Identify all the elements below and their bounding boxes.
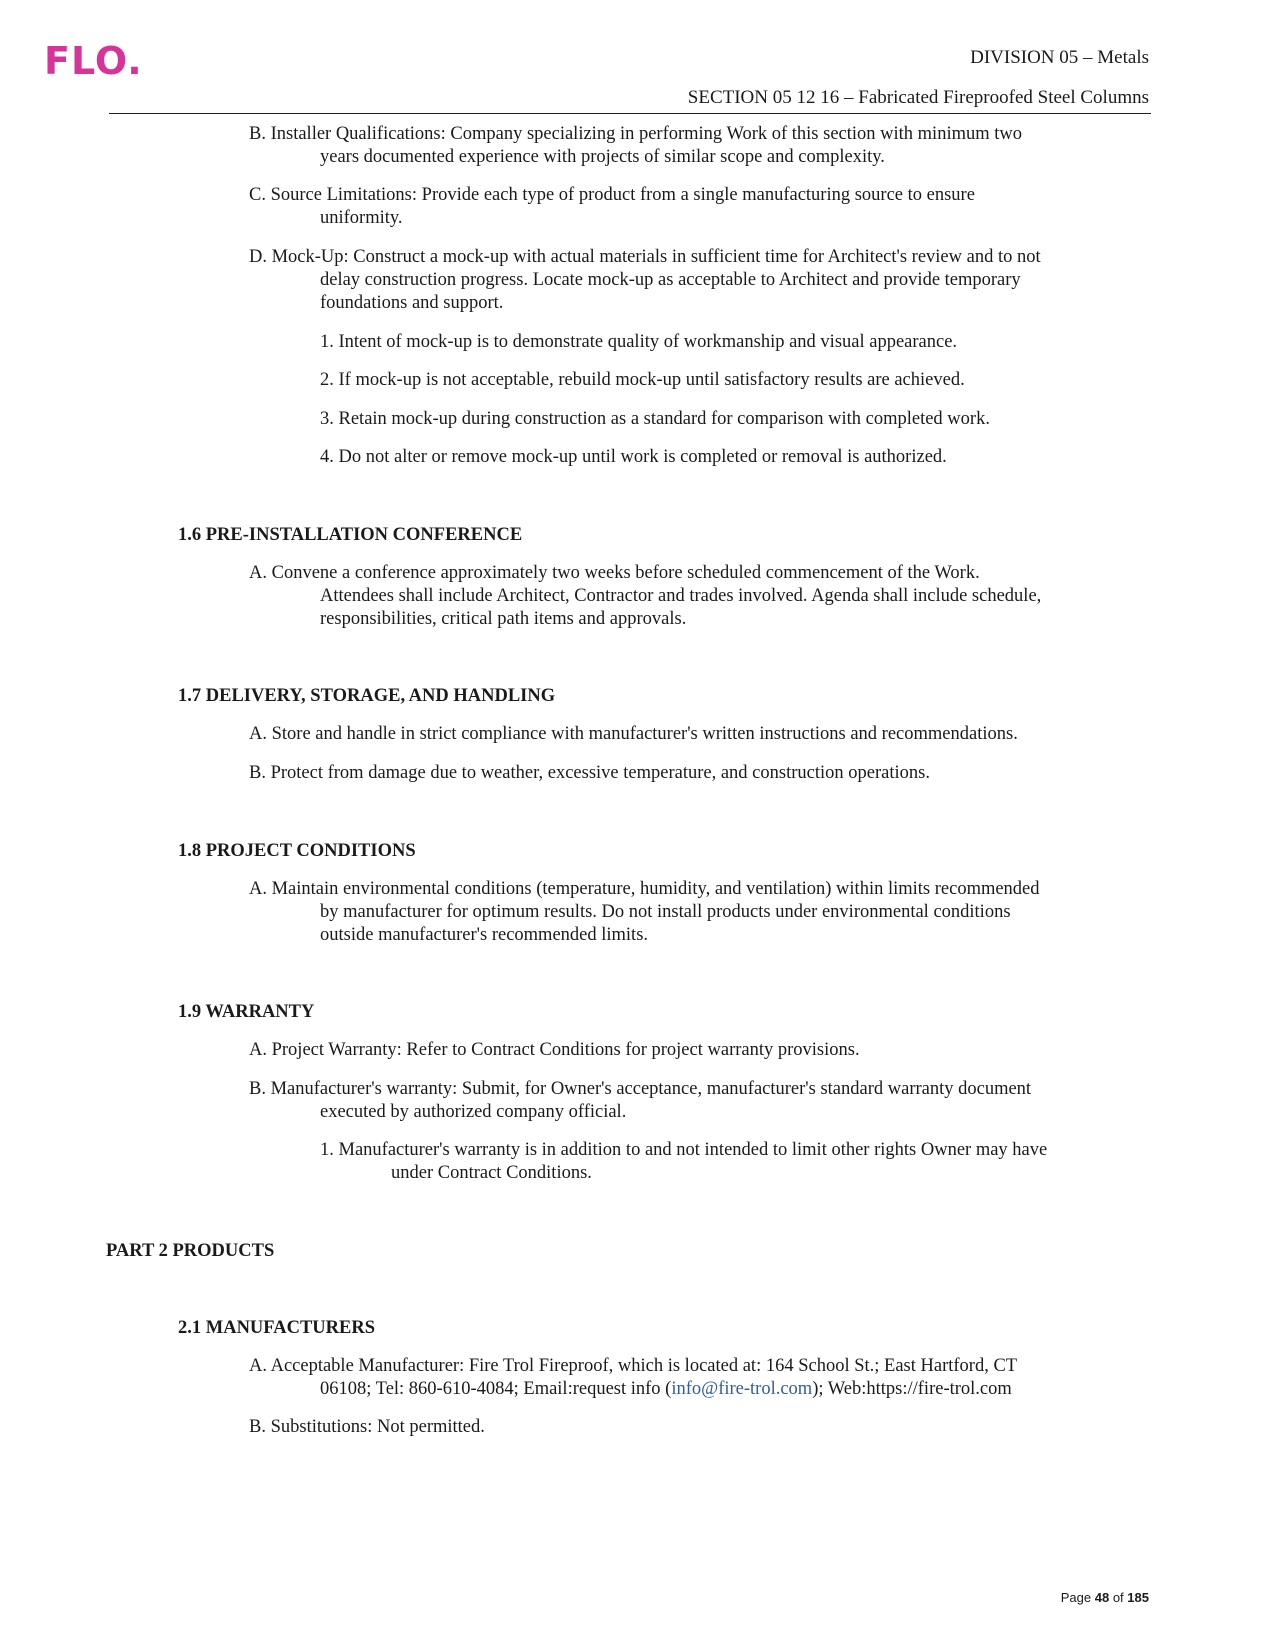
mock-up-item: 3. Retain mock-up during construction as a standard for comparison with completed work. (320, 409, 990, 429)
delivery-item-a: A. Store and handle in strict compliance with manufacturer's written instructions and recommendations. (249, 724, 1018, 744)
page-total: 185 (1127, 1590, 1149, 1605)
conference-item-a-cont-2: responsibilities, critical path items and approvals. (320, 609, 687, 629)
source-limitations-cont: uniformity. (320, 208, 403, 228)
email-link[interactable]: info@fire-trol.com (671, 1379, 813, 1399)
conditions-item-a-cont-1: by manufacturer for optimum results. Do not install products under environmental conditions (320, 902, 1011, 922)
warranty-item-b1: 1. Manufacturer's warranty is in addition to and not intended to limit other rights Owner may have (320, 1140, 1048, 1160)
web-text: ); Web:https://fire-trol.com (812, 1379, 1012, 1399)
heading-delivery-storage-handling: 1.7 DELIVERY, STORAGE, AND HANDLING (178, 686, 556, 706)
section-title: SECTION 05 12 16 – Fabricated Fireproofed Steel Columns (687, 87, 1149, 108)
warranty-item-b1-cont: under Contract Conditions. (391, 1163, 592, 1183)
mock-up-cont-2: foundations and support. (320, 293, 504, 313)
header-divider (109, 113, 1151, 114)
page-of-label: of (1112, 1590, 1124, 1605)
heading-pre-installation-conference: 1.6 PRE-INSTALLATION CONFERENCE (178, 525, 523, 545)
mock-up-cont-1: delay construction progress. Locate mock-up as acceptable to Architect and provide temporary (320, 270, 1021, 290)
heading-project-conditions: 1.8 PROJECT CONDITIONS (178, 841, 416, 861)
mock-up-item: 2. If mock-up is not acceptable, rebuild mock-up until satisfactory results are achieved. (320, 370, 965, 390)
heading-part-2-products: PART 2 PRODUCTS (106, 1241, 275, 1261)
manufacturers-item-a-cont (320, 1377, 1012, 1401)
installer-qualifications: B. Installer Qualifications: Company specializing in performing Work of this section with minimum two (249, 124, 1022, 144)
contact-text: 06108; Tel: 860-610-4084; Email:request info ( (320, 1379, 672, 1399)
conference-item-a-cont-1: Attendees shall include Architect, Contractor and trades involved. Agenda shall include schedule, (320, 586, 1042, 606)
manufacturers-item-b: B. Substitutions: Not permitted. (249, 1417, 485, 1437)
warranty-item-b-cont: executed by authorized company official. (320, 1102, 627, 1122)
flo-logo: FLO. (44, 39, 143, 83)
heading-warranty: 1.9 WARRANTY (178, 1002, 315, 1022)
installer-qualifications-cont: years documented experience with projects of similar scope and complexity. (320, 147, 885, 167)
page-label: Page (1060, 1590, 1092, 1605)
warranty-item-b: B. Manufacturer's warranty: Submit, for Owner's acceptance, manufacturer's standard warranty document (249, 1079, 1032, 1099)
conditions-item-a: A. Maintain environmental conditions (temperature, humidity, and ventilation) within limits recommended (249, 879, 1040, 899)
page-number (1061, 1590, 1149, 1605)
division-title: DIVISION 05 – Metals (970, 47, 1149, 68)
mock-up: D. Mock-Up: Construct a mock-up with actual materials in sufficient time for Architect's review and to not (249, 247, 1041, 267)
mock-up-item: 4. Do not alter or remove mock-up until work is completed or removal is authorized. (320, 447, 947, 467)
page-current: 48 (1094, 1590, 1110, 1605)
delivery-item-b: B. Protect from damage due to weather, excessive temperature, and construction operations. (249, 763, 930, 783)
manufacturers-item-a: A. Acceptable Manufacturer: Fire Trol Fireproof, which is located at: 164 School St.; East Hartford, CT (249, 1356, 1018, 1376)
warranty-item-a: A. Project Warranty: Refer to Contract Conditions for project warranty provisions. (249, 1040, 860, 1060)
conditions-item-a-cont-2: outside manufacturer's recommended limits. (320, 925, 649, 945)
heading-manufacturers: 2.1 MANUFACTURERS (178, 1318, 375, 1338)
source-limitations: C. Source Limitations: Provide each type of product from a single manufacturing source to ensure (249, 185, 975, 205)
conference-item-a: A. Convene a conference approximately two weeks before scheduled commencement of the Work. (249, 563, 980, 583)
mock-up-item: 1. Intent of mock-up is to demonstrate quality of workmanship and visual appearance. (320, 332, 958, 352)
